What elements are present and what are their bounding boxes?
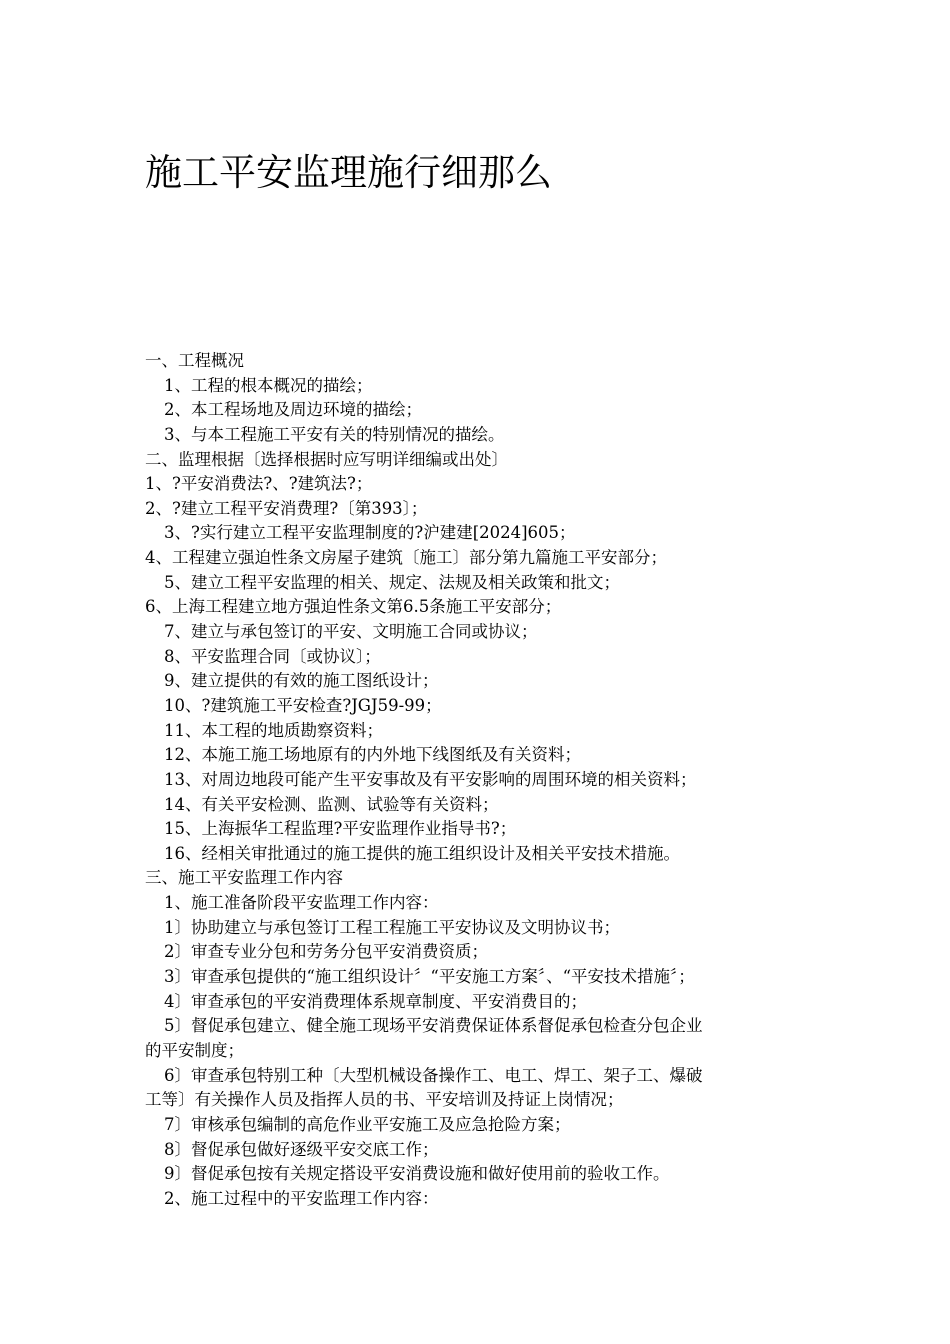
text-line: 1〕协助建立与承包签订工程工程施工平安协议及文明协议书； xyxy=(164,917,620,937)
text-line: 7、建立与承包签订的平安、文明施工合同或协议； xyxy=(164,622,538,642)
text-line: 2、?建立工程平安消费理?〔第393〕； xyxy=(145,498,428,518)
text-line: 三、施工平安监理工作内容 xyxy=(145,868,343,888)
text-line: 一、工程概况 xyxy=(145,351,244,370)
text-line: 8、平安监理合同〔或协议〕； xyxy=(164,646,381,666)
text-line: 16、经相关审批通过的施工提供的施工组织设计及相关平安技术措施。 xyxy=(164,843,680,863)
text-line: 6〕审查承包特别工种〔大型机械设备操作工、电工、焊工、架子工、爆破 xyxy=(164,1065,703,1085)
text-line: 11、本工程的地质勘察资料； xyxy=(164,720,383,740)
text-line: 8〕督促承包做好逐级平安交底工作； xyxy=(164,1139,439,1159)
text-line: 7〕审核承包编制的高危作业平安施工及应急抢险方案； xyxy=(164,1114,571,1134)
text-line: 二、监理根据〔选择根据时应写明详细编或出处〕 xyxy=(145,449,508,469)
text-line: 10、?建筑施工平安检查?JGJ59-99； xyxy=(164,695,442,715)
text-line: 工等〕有关操作人员及指挥人员的书、平安培训及持证上岗情况； xyxy=(145,1090,624,1110)
text-line: 1、施工准备阶段平安监理工作内容： xyxy=(164,893,439,913)
document-title: 施工平安监理施行细那么 xyxy=(145,151,552,194)
text-line: 3、?实行建立工程平安监理制度的?沪建建[2024]605； xyxy=(164,523,576,543)
text-line: 4〕审查承包的平安消费理体系规章制度、平安消费目的； xyxy=(164,991,587,1011)
document-body xyxy=(145,349,795,1211)
text-line: 5、建立工程平安监理的相关、规定、法规及相关政策和批文； xyxy=(164,572,620,592)
text-line: 1、?平安消费法?、?建筑法?； xyxy=(145,474,373,494)
text-line: 4、工程建立强迫性条文房屋子建筑〔施工〕部分第九篇施工平安部分； xyxy=(145,548,667,568)
text-line: 6、上海工程建立地方强迫性条文第6.5条施工平安部分； xyxy=(145,597,562,617)
text-line: 15、上海振华工程监理?平安监理作业指导书?； xyxy=(164,819,517,839)
text-line: 9〕督促承包按有关规定搭设平安消费设施和做好使用前的验收工作。 xyxy=(164,1164,670,1184)
text-line: 3、与本工程施工平安有关的特别情况的描绘。 xyxy=(164,424,505,444)
text-line: 5〕督促承包建立、健全施工现场平安消费保证体系督促承包检查分包企业 xyxy=(164,1016,703,1036)
text-line: 14、有关平安检测、监测、试验等有关资料； xyxy=(164,794,499,814)
text-line: 2、施工过程中的平安监理工作内容： xyxy=(164,1188,439,1208)
text-line: 12、本施工施工场地原有的内外地下线图纸及有关资料； xyxy=(164,745,581,765)
text-line: 的平安制度； xyxy=(145,1040,244,1060)
text-line: 2、本工程场地及周边环境的描绘； xyxy=(164,400,422,420)
text-line: 2〕审查专业分包和劳务分包平安消费资质； xyxy=(164,942,488,962)
text-line: 9、建立提供的有效的施工图纸设计； xyxy=(164,671,439,691)
text-line: 13、对周边地段可能产生平安事故及有平安影响的周围环境的相关资料； xyxy=(164,769,697,789)
text-line: 1、工程的根本概况的描绘； xyxy=(164,375,373,395)
text-line: 3〕审查承包提供的“施工组织设计〞“平安施工方案〞、“平安技术措施〞； xyxy=(164,967,695,987)
